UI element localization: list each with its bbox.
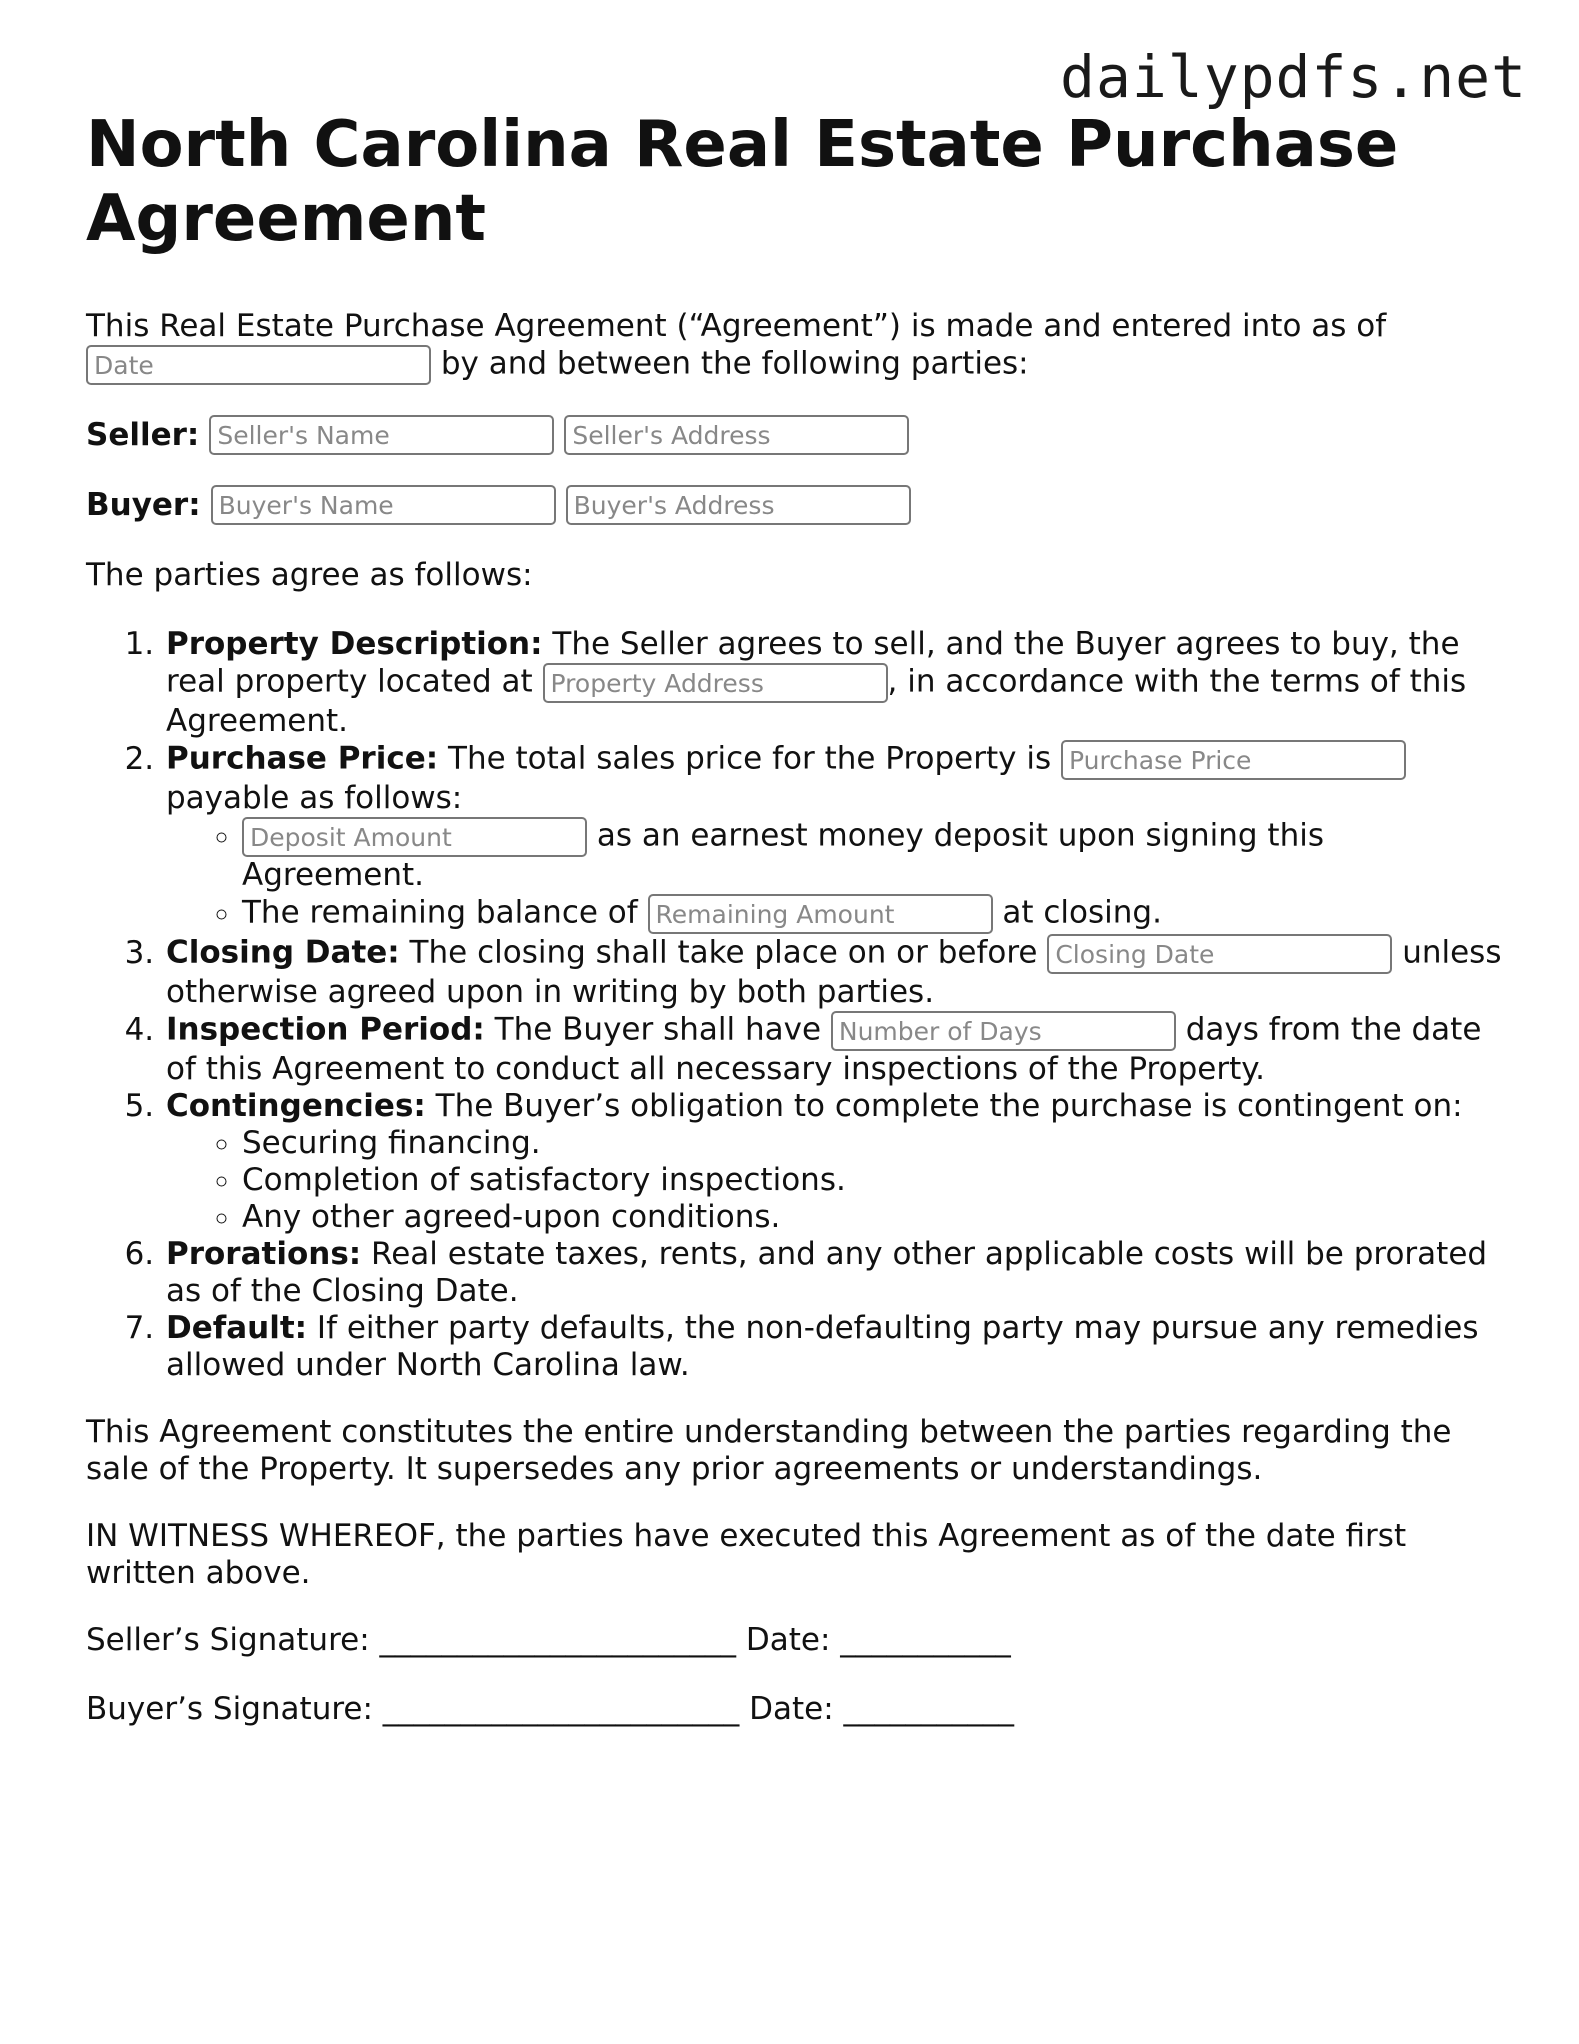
buyer-address-field[interactable] bbox=[566, 485, 911, 525]
witness-paragraph: IN WITNESS WHEREOF, the parties have executed this Agreement as of the date first written above. bbox=[86, 1518, 1407, 1591]
intro-paragraph bbox=[86, 308, 1506, 385]
payment-list bbox=[166, 817, 1506, 934]
remaining-amount-field[interactable] bbox=[648, 894, 993, 934]
inspection-days-field[interactable] bbox=[831, 1011, 1176, 1051]
page-title: North Carolina Real Estate Purchase Agreement bbox=[86, 108, 1399, 256]
term-heading: Contingencies: bbox=[166, 1088, 426, 1124]
term-heading: Property Description: bbox=[166, 626, 543, 662]
term-text: unless otherwise agreed upon in writing by both parties. bbox=[166, 934, 1502, 1010]
term-text: The closing shall take place on or before bbox=[399, 934, 1048, 971]
purchase-price-field[interactable] bbox=[1061, 740, 1406, 780]
seller-row bbox=[86, 415, 1506, 455]
term-text: The Buyer shall have bbox=[484, 1011, 831, 1048]
term-heading: Purchase Price: bbox=[166, 740, 439, 777]
agreement-date-field[interactable] bbox=[86, 345, 431, 385]
intro-text-after: by and between the following parties: bbox=[440, 345, 1029, 382]
entire-agreement-paragraph: This Agreement constitutes the entire understanding between the parties regarding the sale of the Property. It supersedes any prior agreements or understandings. bbox=[86, 1414, 1452, 1487]
intro-text-before: This Real Estate Purchase Agreement (“Agreement”) is made and entered into as of bbox=[86, 308, 1387, 344]
list-item bbox=[242, 817, 1506, 894]
seller-label: Seller: bbox=[86, 417, 200, 453]
property-address-field[interactable] bbox=[543, 663, 888, 703]
buyer-row bbox=[86, 485, 1506, 525]
list-item bbox=[242, 894, 1506, 934]
term-heading: Default: bbox=[166, 1310, 308, 1346]
term-text: days from the date of this Agreement to conduct all necessary inspections of the Property. bbox=[166, 1011, 1482, 1087]
term-prorations bbox=[164, 1236, 1506, 1310]
term-default bbox=[164, 1310, 1506, 1384]
seller-name-field[interactable] bbox=[209, 415, 554, 455]
term-text: , in accordance with the terms of this Agreement. bbox=[166, 663, 1467, 739]
term-text: as an earnest money deposit upon signing this Agreement. bbox=[242, 817, 1324, 893]
term-inspection-period bbox=[164, 1011, 1506, 1088]
term-text: The Seller agrees to sell, and the Buyer agrees to buy, the real property located at bbox=[166, 626, 1460, 700]
document bbox=[86, 108, 1506, 1728]
term-text: If either party defaults, the non-defaulting party may pursue any remedies allowed under North Carolina law. bbox=[166, 1310, 1479, 1383]
term-heading: Inspection Period: bbox=[166, 1011, 485, 1048]
buyer-label: Buyer: bbox=[86, 487, 201, 523]
term-contingencies bbox=[164, 1088, 1506, 1236]
term-text: at closing. bbox=[992, 894, 1162, 931]
list-item: ◦ Securing financing. bbox=[242, 1125, 1506, 1162]
term-purchase-price bbox=[164, 740, 1506, 934]
buyer-name-field[interactable] bbox=[211, 485, 556, 525]
agree-text: The parties agree as follows: bbox=[86, 557, 533, 593]
contingency-list bbox=[166, 1125, 1506, 1236]
term-text: Real estate taxes, rents, and any other applicable costs will be prorated as of the Closing Date. bbox=[166, 1236, 1488, 1309]
watermark: dailypdfs.net bbox=[1060, 43, 1527, 111]
closing-date-field[interactable] bbox=[1047, 934, 1392, 974]
list-item: ◦ Completion of satisfactory inspections. bbox=[242, 1162, 1506, 1199]
list-item: ◦ Any other agreed-upon conditions. bbox=[242, 1199, 1506, 1236]
seller-signature-line: Seller’s Signature: _______________________ Date: ___________ bbox=[86, 1622, 1011, 1658]
term-text: payable as follows: bbox=[166, 780, 463, 816]
term-heading: Closing Date: bbox=[166, 934, 400, 971]
term-text: The total sales price for the Property is bbox=[438, 740, 1061, 777]
buyer-signature-line: Buyer’s Signature: _______________________ Date: ___________ bbox=[86, 1691, 1015, 1727]
terms-list bbox=[86, 626, 1506, 1384]
term-heading: Prorations: bbox=[166, 1236, 362, 1272]
term-property-description bbox=[164, 626, 1506, 740]
term-text: The Buyer’s obligation to complete the purchase is contingent on: bbox=[425, 1088, 1463, 1124]
deposit-amount-field[interactable] bbox=[242, 817, 587, 857]
seller-address-field[interactable] bbox=[564, 415, 909, 455]
term-closing-date bbox=[164, 934, 1506, 1011]
term-text: The remaining balance of bbox=[242, 894, 648, 931]
